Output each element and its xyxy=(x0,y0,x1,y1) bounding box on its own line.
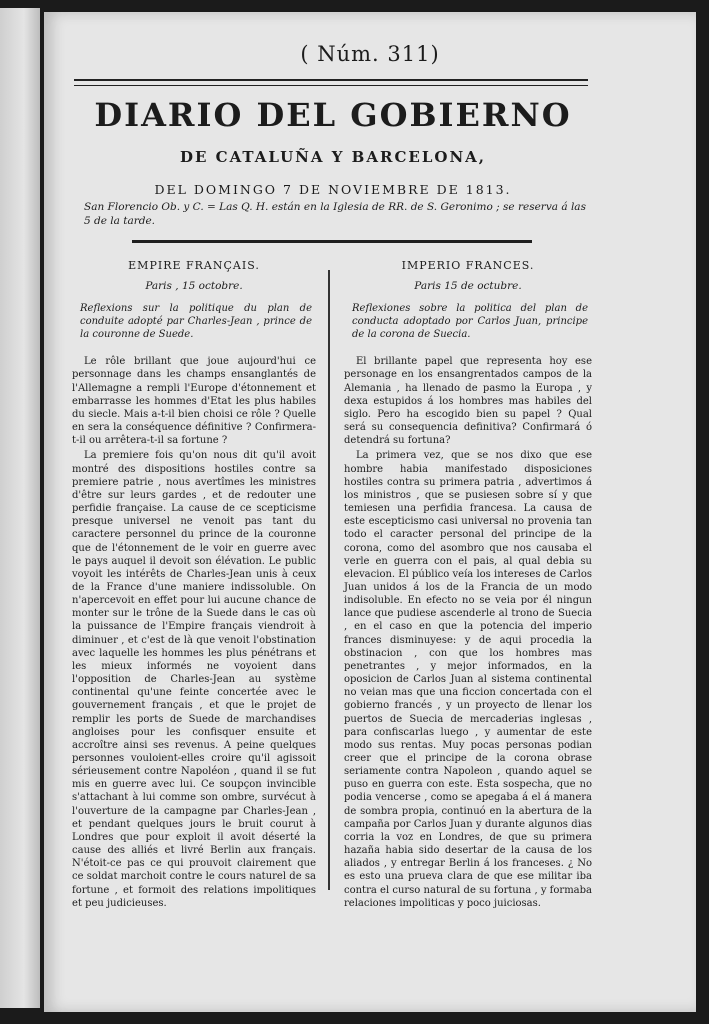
french-dateline: Paris , 15 octobre. xyxy=(145,280,243,293)
spanish-dateline: Paris 15 de octubre. xyxy=(414,280,522,293)
column-divider xyxy=(328,270,330,890)
issue-number: ( Núm. 311) xyxy=(300,42,440,66)
spanish-paragraph-2: La primera vez, que se nos dixo que ese hombre habia manifestado disposiciones hostiles contra su primera patria , advertimos á los ministros , que se pusiesen sobre sí y que temiesen una perfidia francesa. La causa de este escepticismo casi universal no provenia tan todo el caracter personal del principe de la corona, como del asombro que nos causaba el verle en guerra con el pais, al qual debia su elevacion. El público veía los intereses de Carlos Juan unidos á los de la Francia de un modo indisoluble. En efecto no se veia por él ningun lance que pudiese ascenderle al trono de Suecia , en el caso en que la potencia del imperio frances disminuyese: y de aqui procedia la obstinacion , con que los hombres mas penetrantes , y mejor informados, en la oposicion de Carlos Juan al sistema continental no veian mas que una ficcion concertada con el gobierno francés , y un proyecto de llenar los puertos de Suecia de mercaderias inglesas , para confiscarlas luego , y aumentar de este modo sus rentas. Muy pocas personas podian creer que el principe de la corona obrase seriamente contra Napoleon , quando aquel se puso en guerra con este. Esta sospecha, que no podia vencerse , como se apegaba á el á manera de sombra propia, continuó en la abertura de la campaña por Carlos Juan y durante algunos dias corria la voz en Londres, de que su primera hazaña habia sido desertar de la causa de los aliados , y entregar Berlin á los franceses. ¿ No es esto una prueva clara de que ese militar iba contra el curso natural de su fortuna , y formaba relaciones impoliticas y poco juiciosas. xyxy=(344,450,592,909)
header-rule xyxy=(132,240,532,243)
french-column xyxy=(72,259,316,912)
facing-page-edge xyxy=(0,8,40,1008)
top-rule xyxy=(74,79,588,86)
masthead-subtitle: DE CATALUÑA Y BARCELONA, xyxy=(179,148,487,166)
french-heading: EMPIRE FRANÇAIS. xyxy=(128,259,260,272)
issue-date: DEL DOMINGO 7 DE NOVIEMBRE DE 1813. xyxy=(154,182,512,197)
french-paragraph-2: La premiere fois qu'on nous dit qu'il avoit montré des dispositions hostiles contre sa premiere patrie , nous avertîmes les ministres d'être sur leurs gardes , et de redouter une perfidie française. La cause de ce scepticisme presque universel ne venoit pas tant du caractere personnel du prince de la couronne que de l'étonnement de le voir en guerre avec le pays auquel il devoit son élévation. Le public voyoit les intérêts de Charles-Jean unis à ceux de la France d'une maniere indissoluble. On n'apercevoit en effet pour lui aucune chance de monter sur le trône de la Suede dans le cas où la puissance de l'Empire français viendroit à diminuer , et c'est de là que venoit l'obstination avec laquelle les hommes les plus pénétrans et les mieux informés ne voyoient dans l'opposition de Charles-Jean au système continental qu'une feinte concertée avec le gouvernement français , et que le projet de remplir les ports de Suede de marchandises angloises pour les confisquer ensuite et accroître ainsi ses revenus. A peine quelques personnes vouloient-elles croire qu'il agissoit sérieusement contre Napoléon , quand il se fut mis en guerre avec lui. Ce soupçon invincible s'attachant à lui comme son ombre, survécut à l'ouverture de la campagne par Charles-Jean , et pendant quelques jours le bruit courut à Londres que pour exploit il avoit déserté la cause des alliés et livré Berlin aux français. N'étoit-ce pas ce qui prouvoit clairement que ce soldat marchoit contre le cours naturel de sa fortune , et formoit des relations impolitiques et peu judicieuses. xyxy=(72,450,316,909)
spanish-paragraph-1: El brillante papel que representa hoy ese personage en los ensangrentados campos de la Alemania , ha llenado de pasmo la Europa , y dexa estupidos á los hombres mas habiles del siglo. Pero ha escogido bien su papel ? Qual será su consequencia definitiva? Confirmará ó detendrá su fortuna? xyxy=(344,356,592,447)
masthead-title: DIARIO DEL GOBIERNO xyxy=(94,96,572,134)
saints-notice: San Florencio Ob. y C. = Las Q. H. están en la Iglesia de RR. de S. Geronimo ; se reserva á las 5 de la tarde. xyxy=(84,201,586,227)
newspaper-page xyxy=(44,12,696,1012)
spanish-heading: IMPERIO FRANCES. xyxy=(401,259,535,272)
spanish-column xyxy=(344,259,592,912)
spanish-article-title: Reflexiones sobre la politica del plan de conducta adoptado por Carlos Juan, principe de la corona de Suecia. xyxy=(352,303,588,341)
french-paragraph-1: Le rôle brillant que joue aujourd'hui ce personnage dans les champs ensanglantés de l'Allemagne a rempli l'Europe d'étonnement et embarrasse les hommes d'Etat les plus habiles du siecle. Mais a-t-il bien choisi ce rôle ? Quelle en sera la conséquence définitive ? Confirmera-t-il ou arrêtera-t-il sa fortune ? xyxy=(72,356,316,447)
french-article-title: Reflexions sur la politique du plan de conduite adopté par Charles-Jean , prince de la couronne de Suede. xyxy=(80,303,312,341)
